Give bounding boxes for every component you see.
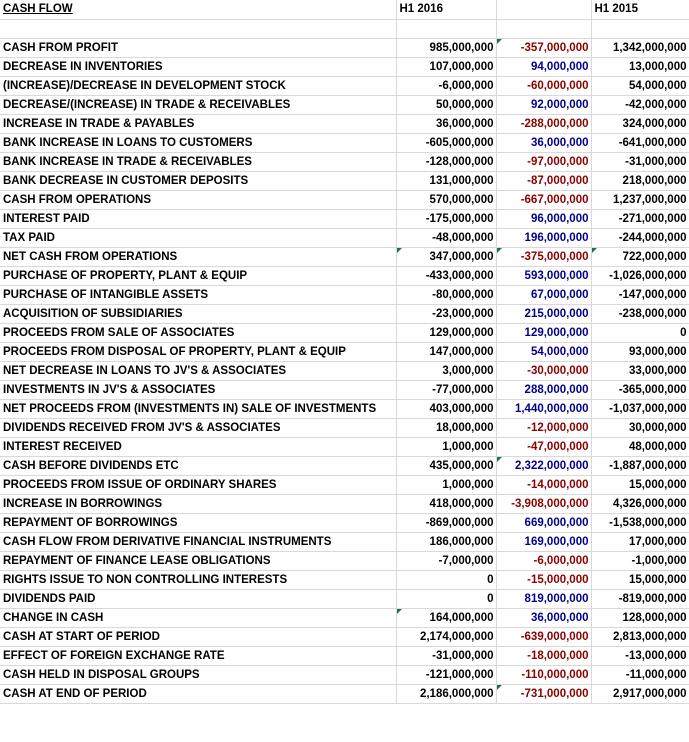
row-label-cell[interactable]: CASH AT END OF PERIOD — [0, 684, 396, 703]
current-period-cell[interactable]: -80,000,000 — [396, 285, 496, 304]
table-row — [0, 456, 689, 475]
empty-cell[interactable] — [496, 19, 591, 38]
table-row — [0, 418, 689, 437]
prior-period-cell[interactable]: 2,917,000,000 — [591, 684, 689, 703]
row-label-cell[interactable]: INTEREST RECEIVED — [0, 437, 396, 456]
change-cell[interactable]: -18,000,000 — [496, 646, 591, 665]
current-period-cell[interactable]: 129,000,000 — [396, 323, 496, 342]
table-row — [0, 95, 689, 114]
current-period-cell[interactable]: -31,000,000 — [396, 646, 496, 665]
change-cell[interactable]: -731,000,000 — [496, 684, 591, 703]
current-period-cell[interactable]: -6,000,000 — [396, 76, 496, 95]
change-cell[interactable]: -110,000,000 — [496, 665, 591, 684]
table-row — [0, 285, 689, 304]
change-cell[interactable]: 215,000,000 — [496, 304, 591, 323]
table-row — [0, 57, 689, 76]
empty-cell[interactable] — [396, 19, 496, 38]
row-label-cell[interactable]: PROCEEDS FROM SALE OF ASSOCIATES — [0, 323, 396, 342]
current-period-cell[interactable]: -7,000,000 — [396, 551, 496, 570]
table-row — [0, 399, 689, 418]
row-label-cell[interactable]: DECREASE/(INCREASE) IN TRADE & RECEIVABLES — [0, 95, 396, 114]
current-period-cell[interactable]: 1,000,000 — [396, 475, 496, 494]
prior-period-cell[interactable]: 1,342,000,000 — [591, 38, 689, 57]
table-row — [0, 627, 689, 646]
row-label-cell[interactable]: PURCHASE OF INTANGIBLE ASSETS — [0, 285, 396, 304]
change-cell[interactable]: 669,000,000 — [496, 513, 591, 532]
table-row — [0, 589, 689, 608]
table-row — [0, 551, 689, 570]
current-period-cell[interactable]: 418,000,000 — [396, 494, 496, 513]
current-period-cell[interactable]: 36,000,000 — [396, 114, 496, 133]
prior-period-cell[interactable]: 722,000,000 — [591, 247, 689, 266]
row-label-cell[interactable]: INCREASE IN TRADE & PAYABLES — [0, 114, 396, 133]
row-label-cell[interactable]: INTEREST PAID — [0, 209, 396, 228]
row-label-cell[interactable]: BANK INCREASE IN LOANS TO CUSTOMERS — [0, 133, 396, 152]
change-cell[interactable]: 36,000,000 — [496, 608, 591, 627]
prior-period-cell[interactable]: 33,000,000 — [591, 361, 689, 380]
table-row — [0, 513, 689, 532]
prior-period-cell[interactable]: -238,000,000 — [591, 304, 689, 323]
row-label-cell[interactable]: INVESTMENTS IN JV'S & ASSOCIATES — [0, 380, 396, 399]
header-prior-period[interactable]: H1 2015 — [591, 0, 689, 19]
prior-period-cell[interactable]: 13,000,000 — [591, 57, 689, 76]
current-period-cell[interactable]: 403,000,000 — [396, 399, 496, 418]
prior-period-cell[interactable]: -1,000,000 — [591, 551, 689, 570]
current-period-cell[interactable]: 1,000,000 — [396, 437, 496, 456]
row-label-cell[interactable]: CASH BEFORE DIVIDENDS ETC — [0, 456, 396, 475]
table-row — [0, 342, 689, 361]
table-row — [0, 190, 689, 209]
change-cell[interactable]: 196,000,000 — [496, 228, 591, 247]
prior-period-cell[interactable]: 54,000,000 — [591, 76, 689, 95]
prior-period-cell[interactable]: -13,000,000 — [591, 646, 689, 665]
change-cell[interactable]: 819,000,000 — [496, 589, 591, 608]
row-label-cell[interactable]: BANK INCREASE IN TRADE & RECEIVABLES — [0, 152, 396, 171]
prior-period-cell[interactable]: -1,538,000,000 — [591, 513, 689, 532]
change-cell[interactable]: 288,000,000 — [496, 380, 591, 399]
table-row — [0, 380, 689, 399]
row-label-cell[interactable]: EFFECT OF FOREIGN EXCHANGE RATE — [0, 646, 396, 665]
table-row — [0, 684, 689, 703]
table-row — [0, 437, 689, 456]
table-row — [0, 247, 689, 266]
prior-period-cell[interactable]: 30,000,000 — [591, 418, 689, 437]
current-period-cell[interactable]: 50,000,000 — [396, 95, 496, 114]
current-period-cell[interactable]: 570,000,000 — [396, 190, 496, 209]
empty-cell[interactable] — [0, 19, 396, 38]
table-row — [0, 532, 689, 551]
row-label-cell[interactable]: PURCHASE OF PROPERTY, PLANT & EQUIP — [0, 266, 396, 285]
change-cell[interactable]: -639,000,000 — [496, 627, 591, 646]
change-cell[interactable]: -12,000,000 — [496, 418, 591, 437]
table-row — [0, 152, 689, 171]
row-label-cell[interactable]: PROCEEDS FROM DISPOSAL OF PROPERTY, PLANT & EQUIP — [0, 342, 396, 361]
change-cell[interactable]: -47,000,000 — [496, 437, 591, 456]
prior-period-cell[interactable]: 0 — [591, 323, 689, 342]
row-label-cell[interactable]: TAX PAID — [0, 228, 396, 247]
change-cell[interactable]: 96,000,000 — [496, 209, 591, 228]
prior-period-cell[interactable]: -819,000,000 — [591, 589, 689, 608]
current-period-cell[interactable]: -175,000,000 — [396, 209, 496, 228]
change-cell[interactable]: 1,440,000,000 — [496, 399, 591, 418]
current-period-cell[interactable]: -121,000,000 — [396, 665, 496, 684]
header-current-period[interactable]: H1 2016 — [396, 0, 496, 19]
blank-row — [0, 19, 689, 38]
table-row — [0, 361, 689, 380]
prior-period-cell[interactable]: 1,237,000,000 — [591, 190, 689, 209]
change-cell[interactable]: -87,000,000 — [496, 171, 591, 190]
change-cell[interactable]: -3,908,000,000 — [496, 494, 591, 513]
row-label-cell[interactable]: CASH AT START OF PERIOD — [0, 627, 396, 646]
row-label-cell[interactable]: NET CASH FROM OPERATIONS — [0, 247, 396, 266]
current-period-cell[interactable]: 347,000,000 — [396, 247, 496, 266]
change-cell[interactable]: -15,000,000 — [496, 570, 591, 589]
prior-period-cell[interactable]: -1,026,000,000 — [591, 266, 689, 285]
table-row — [0, 76, 689, 95]
prior-period-cell[interactable]: 128,000,000 — [591, 608, 689, 627]
table-row — [0, 114, 689, 133]
row-label-cell[interactable]: DIVIDENDS PAID — [0, 589, 396, 608]
prior-period-cell[interactable]: 48,000,000 — [591, 437, 689, 456]
header-change[interactable] — [496, 0, 591, 19]
table-row — [0, 209, 689, 228]
change-cell[interactable]: 129,000,000 — [496, 323, 591, 342]
row-label-cell[interactable]: DECREASE IN INVENTORIES — [0, 57, 396, 76]
prior-period-cell[interactable]: -31,000,000 — [591, 152, 689, 171]
row-label-cell[interactable]: CASH FROM PROFIT — [0, 38, 396, 57]
current-period-cell[interactable]: 2,186,000,000 — [396, 684, 496, 703]
row-label-cell[interactable]: BANK DECREASE IN CUSTOMER DEPOSITS — [0, 171, 396, 190]
prior-period-cell[interactable]: 324,000,000 — [591, 114, 689, 133]
row-label-cell[interactable]: ACQUISITION OF SUBSIDIARIES — [0, 304, 396, 323]
table-row — [0, 475, 689, 494]
change-cell[interactable]: -30,000,000 — [496, 361, 591, 380]
change-cell[interactable]: 67,000,000 — [496, 285, 591, 304]
prior-period-cell[interactable]: 17,000,000 — [591, 532, 689, 551]
change-cell[interactable]: -375,000,000 — [496, 247, 591, 266]
current-period-cell[interactable]: 186,000,000 — [396, 532, 496, 551]
table-row — [0, 494, 689, 513]
prior-period-cell[interactable]: -365,000,000 — [591, 380, 689, 399]
prior-period-cell[interactable]: -147,000,000 — [591, 285, 689, 304]
prior-period-cell[interactable]: -1,037,000,000 — [591, 399, 689, 418]
current-period-cell[interactable]: 107,000,000 — [396, 57, 496, 76]
change-cell[interactable]: -14,000,000 — [496, 475, 591, 494]
table-row — [0, 38, 689, 57]
prior-period-cell[interactable]: -641,000,000 — [591, 133, 689, 152]
prior-period-cell[interactable]: 15,000,000 — [591, 570, 689, 589]
current-period-cell[interactable]: 0 — [396, 570, 496, 589]
current-period-cell[interactable]: 3,000,000 — [396, 361, 496, 380]
change-cell[interactable]: 169,000,000 — [496, 532, 591, 551]
current-period-cell[interactable]: -23,000,000 — [396, 304, 496, 323]
current-period-cell[interactable]: -433,000,000 — [396, 266, 496, 285]
current-period-cell[interactable]: 435,000,000 — [396, 456, 496, 475]
row-label-cell[interactable]: CASH FLOW FROM DERIVATIVE FINANCIAL INSTRUMENTS — [0, 532, 396, 551]
table-row — [0, 608, 689, 627]
prior-period-cell[interactable]: -11,000,000 — [591, 665, 689, 684]
table-row — [0, 665, 689, 684]
row-label-cell[interactable]: RIGHTS ISSUE TO NON CONTROLLING INTERESTS — [0, 570, 396, 589]
current-period-cell[interactable]: 2,174,000,000 — [396, 627, 496, 646]
row-label-cell[interactable]: REPAYMENT OF BORROWINGS — [0, 513, 396, 532]
sheet-title-cell[interactable]: CASH FLOW — [0, 0, 396, 19]
current-period-cell[interactable]: 0 — [396, 589, 496, 608]
current-period-cell[interactable]: -77,000,000 — [396, 380, 496, 399]
row-label-cell[interactable]: NET PROCEEDS FROM (INVESTMENTS IN) SALE OF INVESTMENTS — [0, 399, 396, 418]
current-period-cell[interactable]: 147,000,000 — [396, 342, 496, 361]
prior-period-cell[interactable]: 4,326,000,000 — [591, 494, 689, 513]
change-cell[interactable]: -357,000,000 — [496, 38, 591, 57]
current-period-cell[interactable]: -869,000,000 — [396, 513, 496, 532]
change-cell[interactable]: -6,000,000 — [496, 551, 591, 570]
change-cell[interactable]: 2,322,000,000 — [496, 456, 591, 475]
table-row — [0, 646, 689, 665]
table-row — [0, 133, 689, 152]
table-row — [0, 266, 689, 285]
table-row — [0, 171, 689, 190]
table-row — [0, 228, 689, 247]
change-cell[interactable]: 54,000,000 — [496, 342, 591, 361]
row-label-cell[interactable]: CASH FROM OPERATIONS — [0, 190, 396, 209]
change-cell[interactable]: 36,000,000 — [496, 133, 591, 152]
prior-period-cell[interactable]: -244,000,000 — [591, 228, 689, 247]
current-period-cell[interactable]: 164,000,000 — [396, 608, 496, 627]
prior-period-cell[interactable]: 93,000,000 — [591, 342, 689, 361]
change-cell[interactable]: 92,000,000 — [496, 95, 591, 114]
table-row — [0, 304, 689, 323]
current-period-cell[interactable]: -48,000,000 — [396, 228, 496, 247]
row-label-cell[interactable]: CASH HELD IN DISPOSAL GROUPS — [0, 665, 396, 684]
current-period-cell[interactable]: -605,000,000 — [396, 133, 496, 152]
prior-period-cell[interactable]: 15,000,000 — [591, 475, 689, 494]
table-row — [0, 323, 689, 342]
current-period-cell[interactable]: 131,000,000 — [396, 171, 496, 190]
header-row — [0, 0, 689, 19]
empty-cell[interactable] — [591, 19, 689, 38]
change-cell[interactable]: 593,000,000 — [496, 266, 591, 285]
row-label-cell[interactable]: REPAYMENT OF FINANCE LEASE OBLIGATIONS — [0, 551, 396, 570]
row-label-cell[interactable]: CHANGE IN CASH — [0, 608, 396, 627]
current-period-cell[interactable]: 985,000,000 — [396, 38, 496, 57]
prior-period-cell[interactable]: -271,000,000 — [591, 209, 689, 228]
row-label-cell[interactable]: DIVIDENDS RECEIVED FROM JV'S & ASSOCIATES — [0, 418, 396, 437]
change-cell[interactable]: -60,000,000 — [496, 76, 591, 95]
prior-period-cell[interactable]: 218,000,000 — [591, 171, 689, 190]
current-period-cell[interactable]: -128,000,000 — [396, 152, 496, 171]
change-cell[interactable]: -667,000,000 — [496, 190, 591, 209]
change-cell[interactable]: -288,000,000 — [496, 114, 591, 133]
row-label-cell[interactable]: NET DECREASE IN LOANS TO JV'S & ASSOCIATES — [0, 361, 396, 380]
change-cell[interactable]: -97,000,000 — [496, 152, 591, 171]
prior-period-cell[interactable]: -42,000,000 — [591, 95, 689, 114]
current-period-cell[interactable]: 18,000,000 — [396, 418, 496, 437]
prior-period-cell[interactable]: -1,887,000,000 — [591, 456, 689, 475]
prior-period-cell[interactable]: 2,813,000,000 — [591, 627, 689, 646]
row-label-cell[interactable]: (INCREASE)/DECREASE IN DEVELOPMENT STOCK — [0, 76, 396, 95]
row-label-cell[interactable]: INCREASE IN BORROWINGS — [0, 494, 396, 513]
change-cell[interactable]: 94,000,000 — [496, 57, 591, 76]
table-row — [0, 570, 689, 589]
row-label-cell[interactable]: PROCEEDS FROM ISSUE OF ORDINARY SHARES — [0, 475, 396, 494]
